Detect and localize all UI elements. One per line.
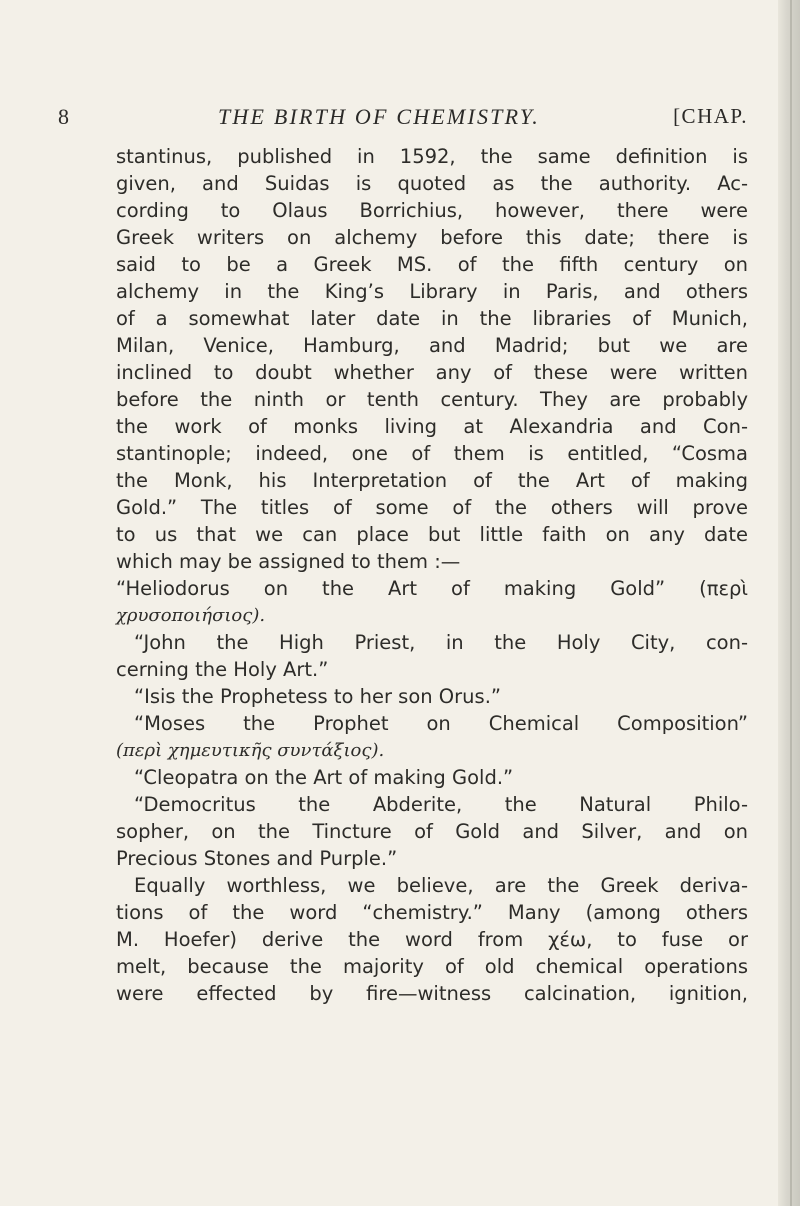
text-line: before the ninth or tenth century. They are probably — [116, 388, 748, 411]
page-edge-line — [790, 0, 792, 1206]
text-line: “Democritus the Abderite, the Natural Philo- — [134, 793, 748, 816]
text-line: Greek writers on alchemy before this date; there is — [116, 226, 748, 249]
text-line: “Cleopatra on the Art of making Gold.” — [134, 766, 514, 789]
text-line: melt, because the majority of old chemical operations — [116, 955, 748, 978]
text-line: “Moses the Prophet on Chemical Composition” — [134, 712, 748, 735]
body-text — [116, 143, 748, 1007]
text-line: inclined to doubt whether any of these were written — [116, 361, 748, 384]
text-line: cording to Olaus Borrichius, however, there were — [116, 199, 748, 222]
text-line: Precious Stones and Purple.” — [116, 847, 398, 870]
text-line-greek: (περὶ χημευτικῆς συντάξιος). — [116, 740, 385, 761]
text-line: said to be a Greek MS. of the fifth century on — [116, 253, 748, 276]
running-header — [58, 104, 748, 134]
text-line: given, and Suidas is quoted as the authority. Ac- — [116, 172, 748, 195]
text-line: alchemy in the King’s Library in Paris, and others — [116, 280, 748, 303]
text-line: the work of monks living at Alexandria and Con- — [116, 415, 748, 438]
text-line: Gold.” The titles of some of the others will prove — [116, 496, 748, 519]
text-line: Equally worthless, we believe, are the Greek deriva- — [134, 874, 748, 897]
text-line: were effected by fire—witness calcination, ignition, — [116, 982, 748, 1005]
text-line: Milan, Venice, Hamburg, and Madrid; but we are — [116, 334, 748, 357]
page-edge-shadow — [778, 0, 800, 1206]
text-line: stantinople; indeed, one of them is entitled, “Cosma — [116, 442, 748, 465]
text-line: cerning the Holy Art.” — [116, 658, 329, 681]
text-line: the Monk, his Interpretation of the Art of making — [116, 469, 748, 492]
text-line: to us that we can place but little faith on any date — [116, 523, 748, 546]
text-line: tions of the word “chemistry.” Many (among others — [116, 901, 748, 924]
text-line: sopher, on the Tincture of Gold and Silver, and on — [116, 820, 748, 843]
text-line: stantinus, published in 1592, the same definition is — [116, 145, 748, 168]
chapter-marker: [CHAP. — [673, 104, 748, 128]
text-line: of a somewhat later date in the libraries of Munich, — [116, 307, 748, 330]
text-line-greek: χρυσοποιήσιος). — [116, 605, 266, 626]
text-line: “Heliodorus on the Art of making Gold” (περὶ — [116, 577, 748, 600]
text-line: “Isis the Prophetess to her son Orus.” — [134, 685, 501, 708]
running-title: THE BIRTH OF CHEMISTRY. — [218, 104, 540, 129]
text-line: M. Hoefer) derive the word from χέω, to fuse or — [116, 928, 748, 951]
page-number: 8 — [58, 104, 70, 129]
text-line: which may be assigned to them :— — [116, 550, 461, 573]
text-line: “John the High Priest, in the Holy City, con- — [134, 631, 748, 654]
